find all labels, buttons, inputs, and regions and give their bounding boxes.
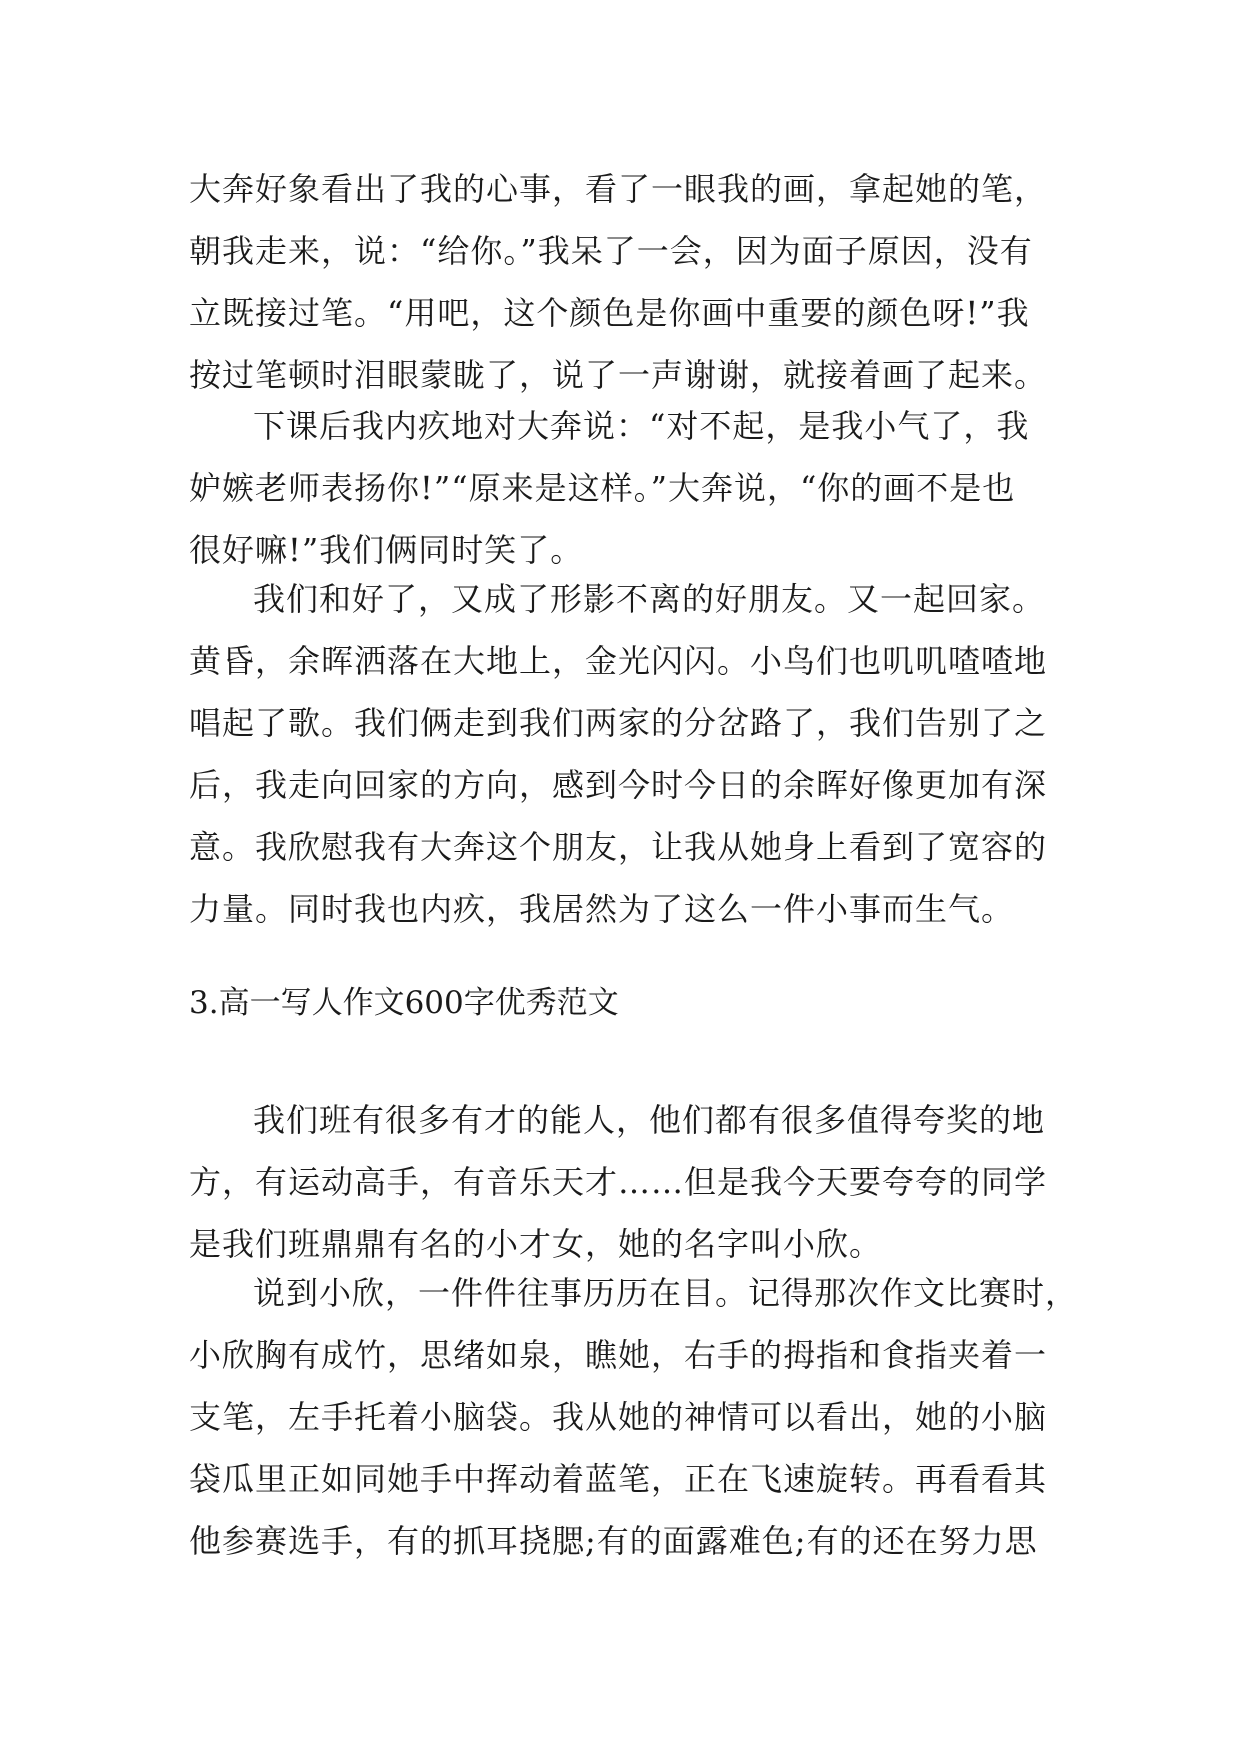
text-line: 小欣胸有成竹，思绪如泉，瞧她，右手的拇指和食指夹着一 (189, 1336, 1048, 1374)
text-line: 立既接过笔。“用吧，这个颜色是你画中重要的颜色呀!”我 (189, 294, 1030, 332)
text-line: 意。我欣慰我有大奔这个朋友，让我从她身上看到了宽容的 (189, 828, 1048, 866)
text-line: 按过笔顿时泪眼蒙眬了，说了一声谢谢，就接着画了起来。 (189, 356, 1048, 394)
text-line: 支笔，左手托着小脑袋。我从她的神情可以看出，她的小脑 (189, 1398, 1048, 1436)
text-line: 唱起了歌。我们俩走到我们两家的分岔路了，我们告别了之 (189, 704, 1048, 742)
paragraph-1 (189, 158, 1059, 406)
paragraph-2 (189, 395, 1059, 581)
text-line: 妒嫉老师表扬你!”“原来是这样。”大奔说，“你的画不是也 (189, 469, 1016, 507)
text-line: 我们和好了，又成了形影不离的好朋友。又一起回家。 (253, 580, 1046, 618)
text-line: 我们班有很多有才的能人，他们都有很多值得夸奖的地 (253, 1101, 1046, 1139)
text-line: 他参赛选手，有的抓耳挠腮;有的面露难色;有的还在努力思 (189, 1522, 1038, 1560)
text-line: 是我们班鼎鼎有名的小才女，她的名字叫小欣。 (189, 1225, 883, 1263)
text-line: 后，我走向回家的方向，感到今时今日的余晖好像更加有深 (189, 766, 1048, 804)
text-line: 方，有运动高手，有音乐天才……但是我今天要夸夸的同学 (189, 1163, 1048, 1201)
text-line: 力量。同时我也内疚，我居然为了这么一件小事而生气。 (189, 890, 1015, 928)
paragraph-4 (189, 1089, 1059, 1275)
text-line: 很好嘛!”我们俩同时笑了。 (189, 531, 584, 569)
text-line: 大奔好象看出了我的心事，看了一眼我的画，拿起她的笔， (189, 170, 1048, 208)
text-line: 下课后我内疚地对大奔说：“对不起，是我小气了，我 (253, 407, 1030, 445)
text-line: 朝我走来，说：“给你。”我呆了一会，因为面子原因，没有 (189, 232, 1033, 270)
paragraph-3 (189, 568, 1059, 940)
paragraph-5 (189, 1262, 1079, 1572)
section-heading: 3.高一写人作文600字优秀范文 (189, 985, 619, 1021)
text-line: 袋瓜里正如同她手中挥动着蓝笔，正在飞速旋转。再看看其 (189, 1460, 1048, 1498)
text-line: 说到小欣，一件件往事历历在目。记得那次作文比赛时， (253, 1274, 1079, 1312)
text-line: 黄昏，余晖洒落在大地上，金光闪闪。小鸟们也叽叽喳喳地 (189, 642, 1048, 680)
